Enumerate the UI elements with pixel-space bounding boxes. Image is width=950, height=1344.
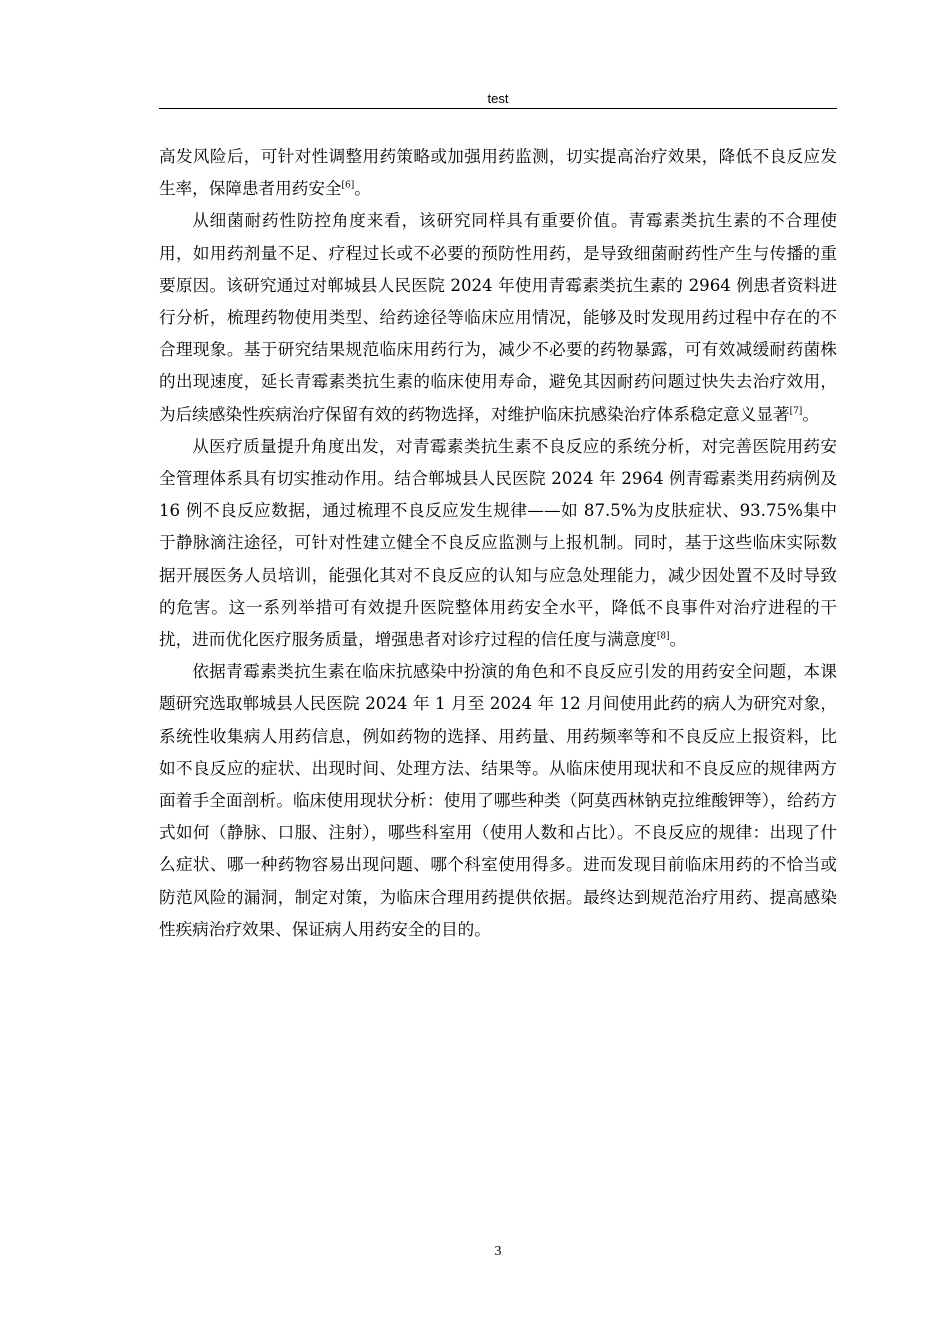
header-divider — [159, 108, 837, 109]
citation-marker: [7] — [789, 405, 803, 416]
paragraph-research-scope — [159, 656, 837, 946]
citation-marker: [8] — [656, 631, 670, 642]
paragraph-medical-quality — [159, 431, 837, 656]
paragraph-text: 从细菌耐药性防控角度来看，该研究同样具有重要价值。青霉素类抗生素的不合理使用，如用药剂量不足、疗程过长或不必要的预防性用药，是导致细菌耐药性产生与传播的重要原因。该研究通过对郸城县人民医院 2024 年使用青霉素类抗生素的 2964 例患者资料进行分析，梳理药物使用类型、给药途径等临床应用情况，能够及时发现用药过程中存在的不合理现象。基于研究结果规范临床用药行为，减少不必要的药物暴露，可有效减缓耐药菌株的出现速度，延长青霉素类抗生素的临床使用寿命，避免其因耐药问题过快失去治疗效用，为后续感染性疾病治疗保留有效的药物选择，对维护临床抗感染治疗体系稳定意义显著 — [159, 211, 837, 424]
page-header: test — [487, 91, 509, 106]
paragraph-tail: 。 — [354, 179, 371, 199]
paragraph-text: 依据青霉素类抗生素在临床抗感染中扮演的角色和不良反应引发的用药安全问题，本课题研究选取郸城县人民医院 2024 年 1 月至 2024 年 12 月间使用此药的病人为研究对象，系统性收集病人用药信息，例如药物的选择、用药量、用药频率等和不良反应上报资料，比如不良反应的症状、出现时间、处理方法、结果等。从临床使用现状和不良反应的规律两方面着手全面剖析。临床使用现状分析：使用了哪些种类（阿莫西林钠克拉维酸钾等），给药方式如何（静脉、口服、注射），哪些科室用（使用人数和占比）。不良反应的规律：出现了什么症状、哪一种药物容易出现问题、哪个科室使用得多。进而发现目前临床用药的不恰当或防范风险的漏洞，制定对策，为临床合理用药提供依据。最终达到规范治疗用药、提高感染性疾病治疗效果、保证病人用药安全的目的。 — [159, 662, 837, 939]
paragraph-text: 高发风险后，可针对性调整用药策略或加强用药监测，切实提高治疗效果，降低不良反应发生率，保障患者用药安全 — [159, 147, 837, 199]
document-body — [159, 141, 837, 946]
paragraph-tail: 。 — [669, 630, 687, 650]
paragraph-text: 从医疗质量提升角度出发，对青霉素类抗生素不良反应的系统分析，对完善医院用药安全管理体系具有切实推动作用。结合郸城县人民医院 2024 年 2964 例青霉素类用药病例及 16 例不良反应数据，通过梳理不良反应发生规律——如 87.5%为皮肤症状、93.75%集中于静脉滴注途径，可针对性建立健全不良反应监测与上报机制。同时，基于这些临床实际数据开展医务人员培训，能强化其对不良反应的认知与应急处理能力，减少因处置不及时导致的危害。这一系列举措可有效提升医院整体用药安全水平，降低不良事件对治疗进程的干扰，进而优化医疗服务质量，增强患者对诊疗过程的信任度与满意度 — [159, 436, 837, 650]
paragraph-tail: 。 — [802, 404, 819, 424]
page-number: 3 — [494, 1244, 502, 1259]
paragraph-drug-resistance — [159, 205, 837, 430]
paragraph-continuation — [159, 141, 837, 205]
citation-marker: [6] — [341, 180, 355, 191]
